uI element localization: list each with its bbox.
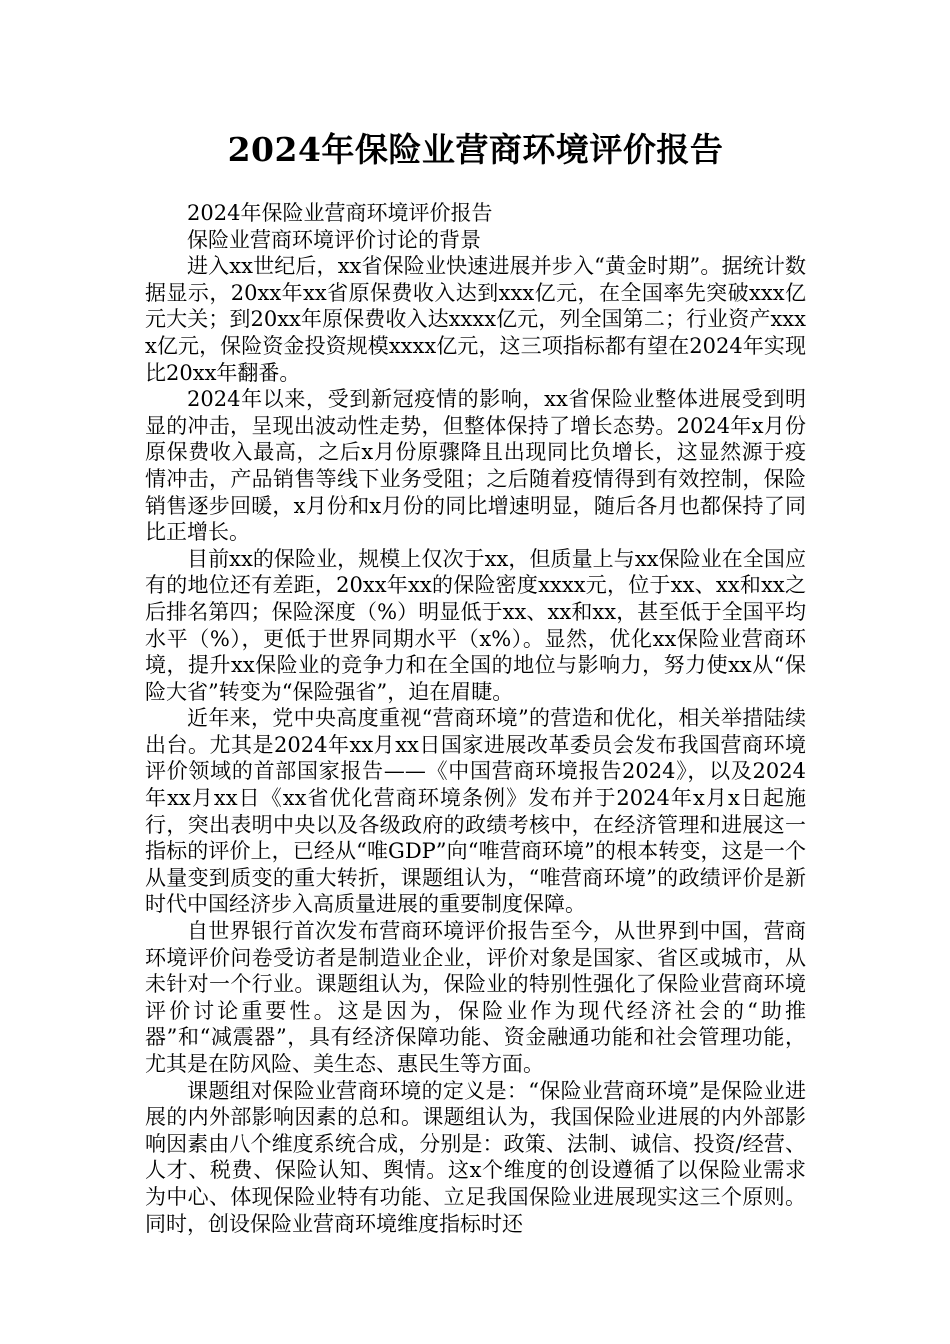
paragraph-entering-century: 进入xx世纪后，xx省保险业快速进展并步入“黄金时期”。据统计数据显示，20xx年xx省原保费收入达到xxx亿元，在全国率先突破xxx亿元大关；到20xx年原保费收入达xxxx亿元，列全国第二；行业资产xxxx亿元，保险资金投资规模xxxx亿元，这三项指标都有望在2024年实现比20xx年翻番。 — [145, 254, 806, 385]
paragraph-background-heading: 保险业营商环境评价讨论的背景 — [187, 227, 481, 252]
paragraph-current-status: 目前xx的保险业，规模上仅次于xx，但质量上与xx保险业在全国应有的地位还有差距，20xx年xx的保险密度xxxx元，位于xx、xx和xx之后排名第四；保险深度（%）明显低于xx、xx和xx，甚至低于全国平均水平（%），更低于世界同期水平（x%）。显然，优化xx保险业营商环境，提升xx保险业的竞争力和在全国的地位与影响力，努力使xx从“保险大省”转变为“保险强省”，迫在眉睫。 — [145, 546, 806, 704]
document-page — [145, 128, 806, 1237]
paragraph-repeated-title: 2024年保险业营商环境评价报告 — [187, 201, 493, 225]
document-title: 2024年保险业营商环境评价报告 — [227, 130, 724, 169]
paragraph-definition: 课题组对保险业营商环境的定义是：“保险业营商环境”是保险业进展的内外部影响因素的总和。课题组认为，我国保险业进展的内外部影响因素由八个维度系统合成，分别是：政策、法制、诚信、投资/经营、人才、税费、保险认知、舆情。这x个维度的创设遵循了以保险业需求为中心、体现保险业特有功能、立足我国保险业进展现实这三个原则。同时，创设保险业营商环境维度指标时还 — [145, 1078, 806, 1236]
paragraph-central-policy: 近年来，党中央高度重视“营商环境”的营造和优化，相关举措陆续出台。尤其是2024年xx月xx日国家进展改革委员会发布我国营商环境评价领域的首部国家报告——《中国营商环境报告2024》，以及2024年xx月xx日《xx省优化营商环境条例》发布并于2024年x月x日起施行，突出表明中央以及各级政府的政绩考核中，在经济管理和进展这一指标的评价上，已经从“唯GDP”向“唯营商环境”的根本转变，这是一个从量变到质变的重大转折，课题组认为，“唯营商环境”的政绩评价是新时代中国经济步入高质量进展的重要制度保障。 — [145, 706, 806, 917]
paragraph-pandemic-impact: 2024年以来，受到新冠疫情的影响，xx省保险业整体进展受到明显的冲击，呈现出波动性走势，但整体保持了增长态势。2024年x月份原保费收入最高，之后x月份原骤降且出现同比负增长，这显然源于疫情冲击，产品销售等线下业务受阻；之后随着疫情得到有效控制，保险销售逐步回暖，x月份和x月份的同比增速明显，随后各月也都保持了同比正增长。 — [145, 387, 806, 545]
paragraph-world-bank: 自世界银行首次发布营商环境评价报告至今，从世界到中国，营商环境评价问卷受访者是制造业企业，评价对象是国家、省区或城市，从未针对一个行业。课题组认为，保险业的特别性强化了保险业营商环境评价讨论重要性。这是因为，保险业作为现代经济社会的“助推器”和“减震器”，具有经济保障功能、资金融通功能和社会管理功能，尤其是在防风险、美生态、惠民生等方面。 — [145, 919, 806, 1076]
